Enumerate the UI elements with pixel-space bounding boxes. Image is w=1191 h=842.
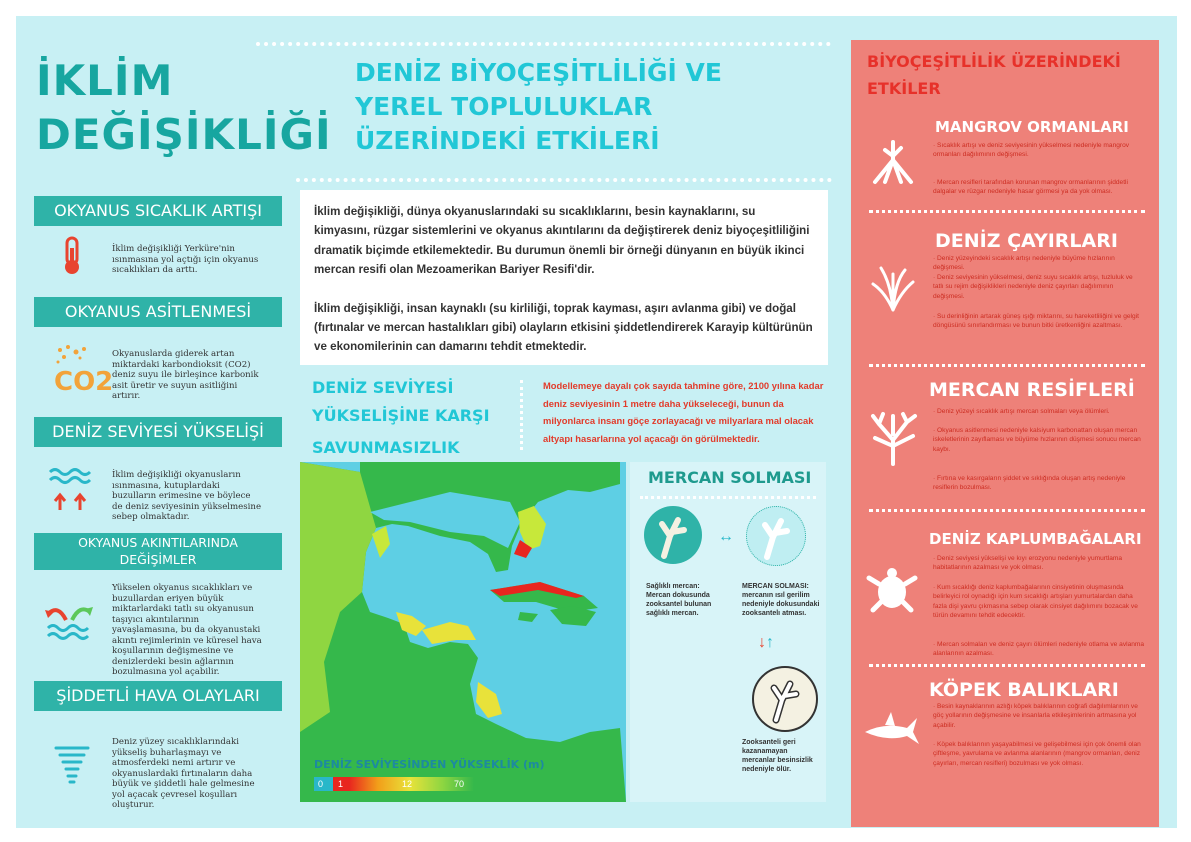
seagrass-title: DENİZ ÇAYIRLARI	[935, 230, 1118, 252]
down-up-arrows-icon: ↓↑	[758, 634, 774, 651]
seagrass-bullet-1: · Deniz yüzeyindeki sıcaklık artışı nedeniyle büyüme hızlarının değişmesi.	[933, 255, 1115, 272]
sea-turtles-title: DENİZ KAPLUMBAĞALARI	[929, 530, 1142, 548]
seagrass-bullet-2: · Deniz seviyesinin yükselmesi, deniz suyu sıcaklık artışı, tuzluluk ve tatlı su rejim değişiklikleri nedeniyle deniz çayırları dağılımının değişmesi.	[933, 274, 1133, 300]
thermometer-icon	[60, 236, 84, 281]
sea-turtles-bullet-1: · Deniz seviyesi yükselişi ve kıyı erozyonu nedeniyle yumurtlama habitatlarının azalması ve yok olması.	[933, 555, 1123, 572]
sea-level-vulnerability-title	[312, 374, 490, 462]
middle-dots	[520, 380, 523, 450]
extreme-weather-text: Deniz yüzey sıcaklıklarındaki yükseliş buharlaşmayı ve atmosferdeki nemi artırır ve okyanuslardaki fırtınaların daha büyük ve şiddetli hale gelmesine yol açacak çevresel koşulları oluşturur.	[112, 737, 255, 810]
co2-label: CO2	[54, 367, 114, 397]
slv-title-line1: DENİZ SEVİYESİ	[312, 378, 454, 397]
biodiversity-title-line2: ETKİLER	[867, 79, 941, 98]
coral-reefs-bullet-3: · Fırtına ve kasırgaların şiddet ve sıklığında oluşan artış nedeniyle resiflerin bozulması.	[933, 475, 1126, 492]
intro-paragraph-1: İklim değişikliği, dünya okyanuslarındaki su sıcaklıklarını, besin kaynaklarını, su kimyasını, rüzgar sistemlerini ve okyanus akıntılarını da değiştirerek deniz biyoçeşitliliğini dramatik biçimde etkilemektedir. Bu durumun önemli bir örneği dünyanın en büyük ikinci mercan resifi olan Mezoamerikan Bariyer Resifi'dir.	[314, 205, 810, 277]
biodiversity-title-line1: BİYOÇEŞİTLİLİK ÜZERİNDEKİ	[867, 52, 1121, 71]
coral-reefs-divider	[869, 509, 1145, 512]
map-legend-title: DENİZ SEVİYESİNDEN YÜKSEKLİK (m)	[314, 758, 545, 771]
mangrove-icon	[865, 138, 921, 191]
coral-reefs-bullet-1: · Deniz yüzeyi sıcaklık artışı mercan solmaları veya ölümleri.	[933, 408, 1110, 415]
coral-bleaching-title: MERCAN SOLMASI	[648, 468, 812, 487]
coral-reefs-title: MERCAN RESİFLERİ	[929, 379, 1135, 401]
sea-level-text: İklim değişikliği okyanusların ısınmasına, kutuplardaki buzulların erimesine ve böylece de deniz seviyesinin yükselmesine sebep olmaktadır.	[112, 470, 262, 522]
acidification-header: OKYANUS ASİTLENMESİ	[34, 297, 282, 327]
currents-header-line2: DEĞİŞİMLER	[119, 552, 197, 567]
biodiversity-title	[867, 48, 1121, 102]
subtitle-line2: YEREL TOPLULUKLAR	[355, 92, 653, 121]
title-line1: İKLİM	[36, 56, 174, 105]
coral-icon	[867, 410, 919, 471]
healthy-coral-text: Sağlıklı mercan: Mercan dokusunda zooksantel bulunan sağlıklı mercan.	[646, 583, 712, 617]
mangrove-divider	[869, 210, 1145, 213]
intro-dots	[296, 178, 832, 182]
turtle-icon	[865, 566, 919, 621]
bleaching-text: MERCAN SOLMASI: mercanın ısıl gerilim nedeniyle dokusundaki zooksantelı atması.	[742, 583, 820, 617]
exchange-arrow-icon: ↔	[718, 528, 734, 545]
map-legend	[314, 758, 545, 791]
mangrove-title: MANGROV ORMANLARI	[935, 118, 1129, 136]
seagrass-bullet-3: · Su derinliğinin artarak güneş ışığı miktarını, su hareketliliğini ve gelgit döngüsünü sınırlandırması ve bunun bitki üretkenliğini azaltması.	[933, 313, 1139, 330]
intro-paragraph-2: İklim değişikliği, insan kaynaklı (su kirliliği, toprak kayması, aşırı avlanma gibi) ve doğal (fırtınalar ve mercan hastalıkları gibi) olayların etkisini şiddetlendirerek Karayip kültürünün ve ekonomilerinin can damarını tehdit etmektedir.	[314, 301, 813, 354]
currents-header-line1: OKYANUS AKINTILARINDA	[78, 535, 238, 550]
legend-value-0: 0	[318, 779, 324, 789]
mangrove-bullet-2: · Mercan resifleri tarafından korunan mangrov ormanlarının şiddetli dalgalar ve rüzgar nedeniyle hasar görmesi ya da yok olması.	[933, 179, 1128, 196]
sea-turtles-bullet-2: · Kum sıcaklığı deniz kaplumbağalarının cinsiyetinin oluşmasında belirleyici rol oynadığı için kum sıcaklığı artışları yumurtalardan daha fazla dişi yavru çıkmasına sebep olarak cinsiyet dağılımını bozacak ve türün devamını tehdit edecektir.	[933, 584, 1138, 620]
tornado-icon	[52, 742, 92, 791]
dead-coral-icon	[752, 666, 818, 732]
currents-text: Yükselen okyanus sıcaklıkları ve buzullardan eriyen büyük miktarlardaki tatlı su okyanusun taşıyıcı akıntılarının yavaşlamasına, bu da okyanustaki akıntı rejimlerinin ve küresel hava koşullarının değişmesine ve denizlerdeki besin ağlarının bozulmasına yol açabilir.	[112, 583, 262, 677]
title-line2: DEĞİŞİKLİĞİ	[36, 110, 332, 159]
coral-bleaching-panel	[630, 462, 826, 802]
legend-value-12: 12	[402, 779, 413, 789]
intro-box	[300, 190, 828, 365]
slv-title-line3: SAVUNMASIZLIK	[312, 438, 460, 457]
main-title	[36, 54, 332, 162]
sharks-bullet-2: · Köpek balıklarının yaşayabilmesi ve gelişebilmesi için çok önemli olan çiftleşme, yavrulama ve avlanma alanlarının (mangrov ormanları, deniz çayırları, mercan resifleri) bozulması ve yok olması.	[933, 741, 1141, 767]
map-legend-scale	[314, 777, 474, 791]
bleached-coral-icon	[746, 506, 806, 566]
seagrass-divider	[869, 364, 1145, 367]
dead-coral-text: Zooksanteli geri kazanamayan mercanlar besinsizlik nedeniyle ölür.	[742, 739, 813, 773]
shark-icon	[861, 708, 921, 755]
co2-icon	[50, 344, 114, 400]
currents-icon	[44, 598, 96, 653]
extreme-weather-header: ŞİDDETLİ HAVA OLAYLARI	[34, 681, 282, 711]
subtitle-line3: ÜZERİNDEKİ ETKİLERİ	[355, 126, 660, 155]
sharks-bullet-1: · Besin kaynaklarının azlığı köpek balıklarının coğrafi dağılımlarının ve göç yollarının değişmesine ve insanlarla etkileşimlerinin artmasına yol açabilir.	[933, 703, 1138, 729]
sea-turtles-divider	[869, 664, 1145, 667]
legend-value-70: 70	[454, 779, 465, 789]
seagrass-icon	[867, 264, 919, 317]
coral-reefs-bullet-2: · Okyanus asitlenmesi nedeniyle kalsiyum karbonattan oluşan mercan iskeletlerinin zayıflaması ve büyüme hızlarının düşmesi sonucu mercan kaybı.	[933, 427, 1141, 453]
coral-dots	[640, 496, 816, 499]
healthy-coral-icon	[644, 506, 702, 564]
sea-turtles-bullet-3: · Mercan solmaları ve deniz çayırı ölümleri nedeniyle otlama ve avlanma alanlarının azalması.	[933, 641, 1145, 658]
legend-value-1: 1	[338, 779, 344, 789]
sea-level-icon	[48, 464, 92, 519]
biodiversity-panel	[851, 40, 1159, 827]
map-graphic	[300, 462, 626, 802]
sea-level-projection-text: Modellemeye dayalı çok sayıda tahmine göre, 2100 yılına kadar deniz seviyesinin 1 metre daha yükseleceği, bunun da milyonlarca insanı göçe zorlayacağı ve milyarlara mal olacak altyapı hasarlarına yol açacağı ön görülmektedir.	[543, 380, 824, 444]
ocean-temp-text: İklim değişikliği Yerküre'nin ısınmasına yol açtığı için okyanus sıcaklıkları da arttı.	[112, 244, 259, 275]
slv-title-line2: YÜKSELİŞİNE KARŞI	[312, 406, 490, 425]
top-dots	[256, 42, 831, 46]
currents-header	[34, 533, 282, 570]
acidification-text: Okyanuslarda giderek artan miktardaki karbondioksit (CO2) deniz suyu ile birleşince karbonik asit üretir ve suyun asitliğini artırır.	[112, 349, 259, 401]
subtitle-line1: DENİZ BİYOÇEŞİTLİLİĞİ VE	[355, 58, 722, 87]
mangrove-bullet-1: · Sıcaklık artışı ve deniz seviyesinin yükselmesi nedeniyle mangrov ormanları dağılımının değişmesi.	[933, 142, 1130, 159]
sharks-title: KÖPEK BALIKLARI	[929, 679, 1119, 701]
subtitle	[355, 56, 722, 158]
ocean-temp-header: OKYANUS SICAKLIK ARTIŞI	[34, 196, 282, 226]
caribbean-map	[300, 462, 626, 802]
sea-level-header: DENİZ SEVİYESİ YÜKSELİŞİ	[34, 417, 282, 447]
